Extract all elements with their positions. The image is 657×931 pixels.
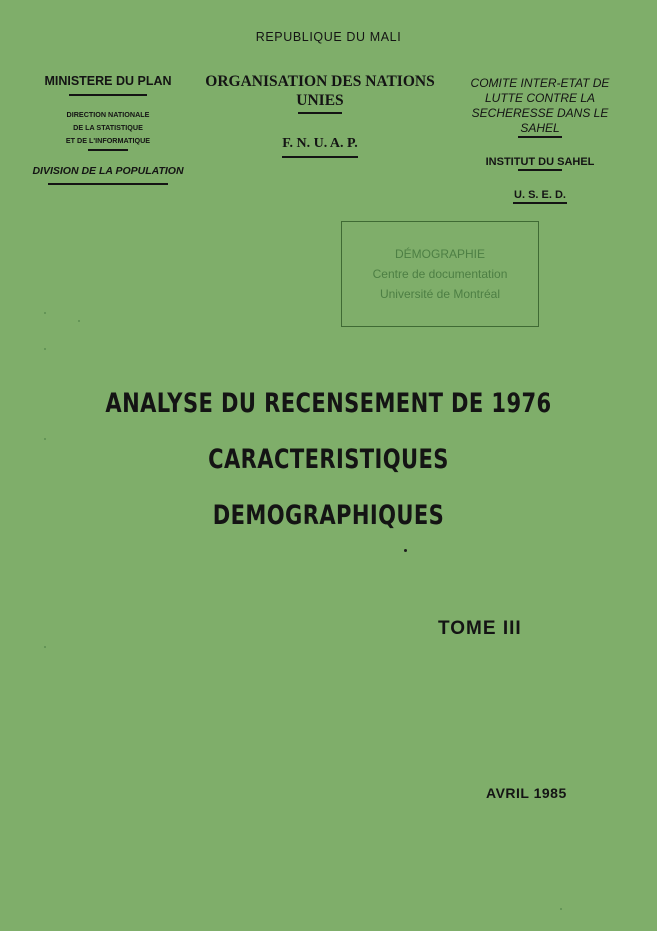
division-underline [48, 183, 168, 185]
committee-line-3: SECHERESSE DANS LE [471, 106, 609, 120]
stamp-line-3: Université de Montréal [379, 287, 501, 301]
division-name: DIVISION DE LA POPULATION [32, 165, 184, 177]
scan-speck [44, 438, 46, 440]
fnuap-underline [282, 156, 358, 158]
country-header: REPUBLIQUE DU MALI [255, 30, 402, 44]
used-underline [513, 202, 567, 204]
un-org-line-2: UNIES [296, 92, 344, 109]
scan-speck [44, 348, 46, 350]
scan-speck [78, 320, 80, 322]
volume-label: TOME III [438, 618, 522, 639]
ministry-block [28, 74, 188, 185]
direction-line-3: ET DE L'INFORMATIQUE [65, 136, 151, 145]
scan-speck [44, 312, 46, 314]
used-label: U. S. E. D. [514, 189, 566, 201]
un-block [192, 72, 448, 158]
library-stamp [341, 221, 539, 327]
direction-line-2: DE LA STATISTIQUE [73, 123, 143, 132]
committee-line-1: COMITE INTER-ETAT DE [470, 76, 610, 90]
ministry-name: MINISTERE DU PLAN [44, 74, 172, 88]
institute-name: INSTITUT DU SAHEL [485, 156, 595, 168]
publication-date: AVRIL 1985 [486, 785, 567, 801]
stamp-line-1: DÉMOGRAPHIE [394, 247, 485, 261]
title-line-3: DEMOGRAPHIQUES [212, 500, 445, 531]
committee-line-4: SAHEL [520, 121, 560, 135]
fnuap-label: F. N. U. A. P. [282, 136, 358, 151]
un-org-line-1: ORGANISATION DES NATIONS [205, 73, 435, 90]
ink-dot [404, 549, 407, 552]
cilss-block [455, 76, 625, 204]
scan-speck [560, 908, 562, 910]
direction-line-1: DIRECTION NATIONALE [66, 110, 150, 119]
title-line-1: ANALYSE DU RECENSEMENT DE 1976 [105, 388, 552, 419]
committee-line-2: LUTTE CONTRE LA [484, 91, 595, 105]
title-line-2: CARACTERISTIQUES [208, 444, 449, 475]
scan-speck [44, 646, 46, 648]
stamp-line-2: Centre de documentation [372, 267, 508, 281]
report-title [72, 376, 584, 544]
